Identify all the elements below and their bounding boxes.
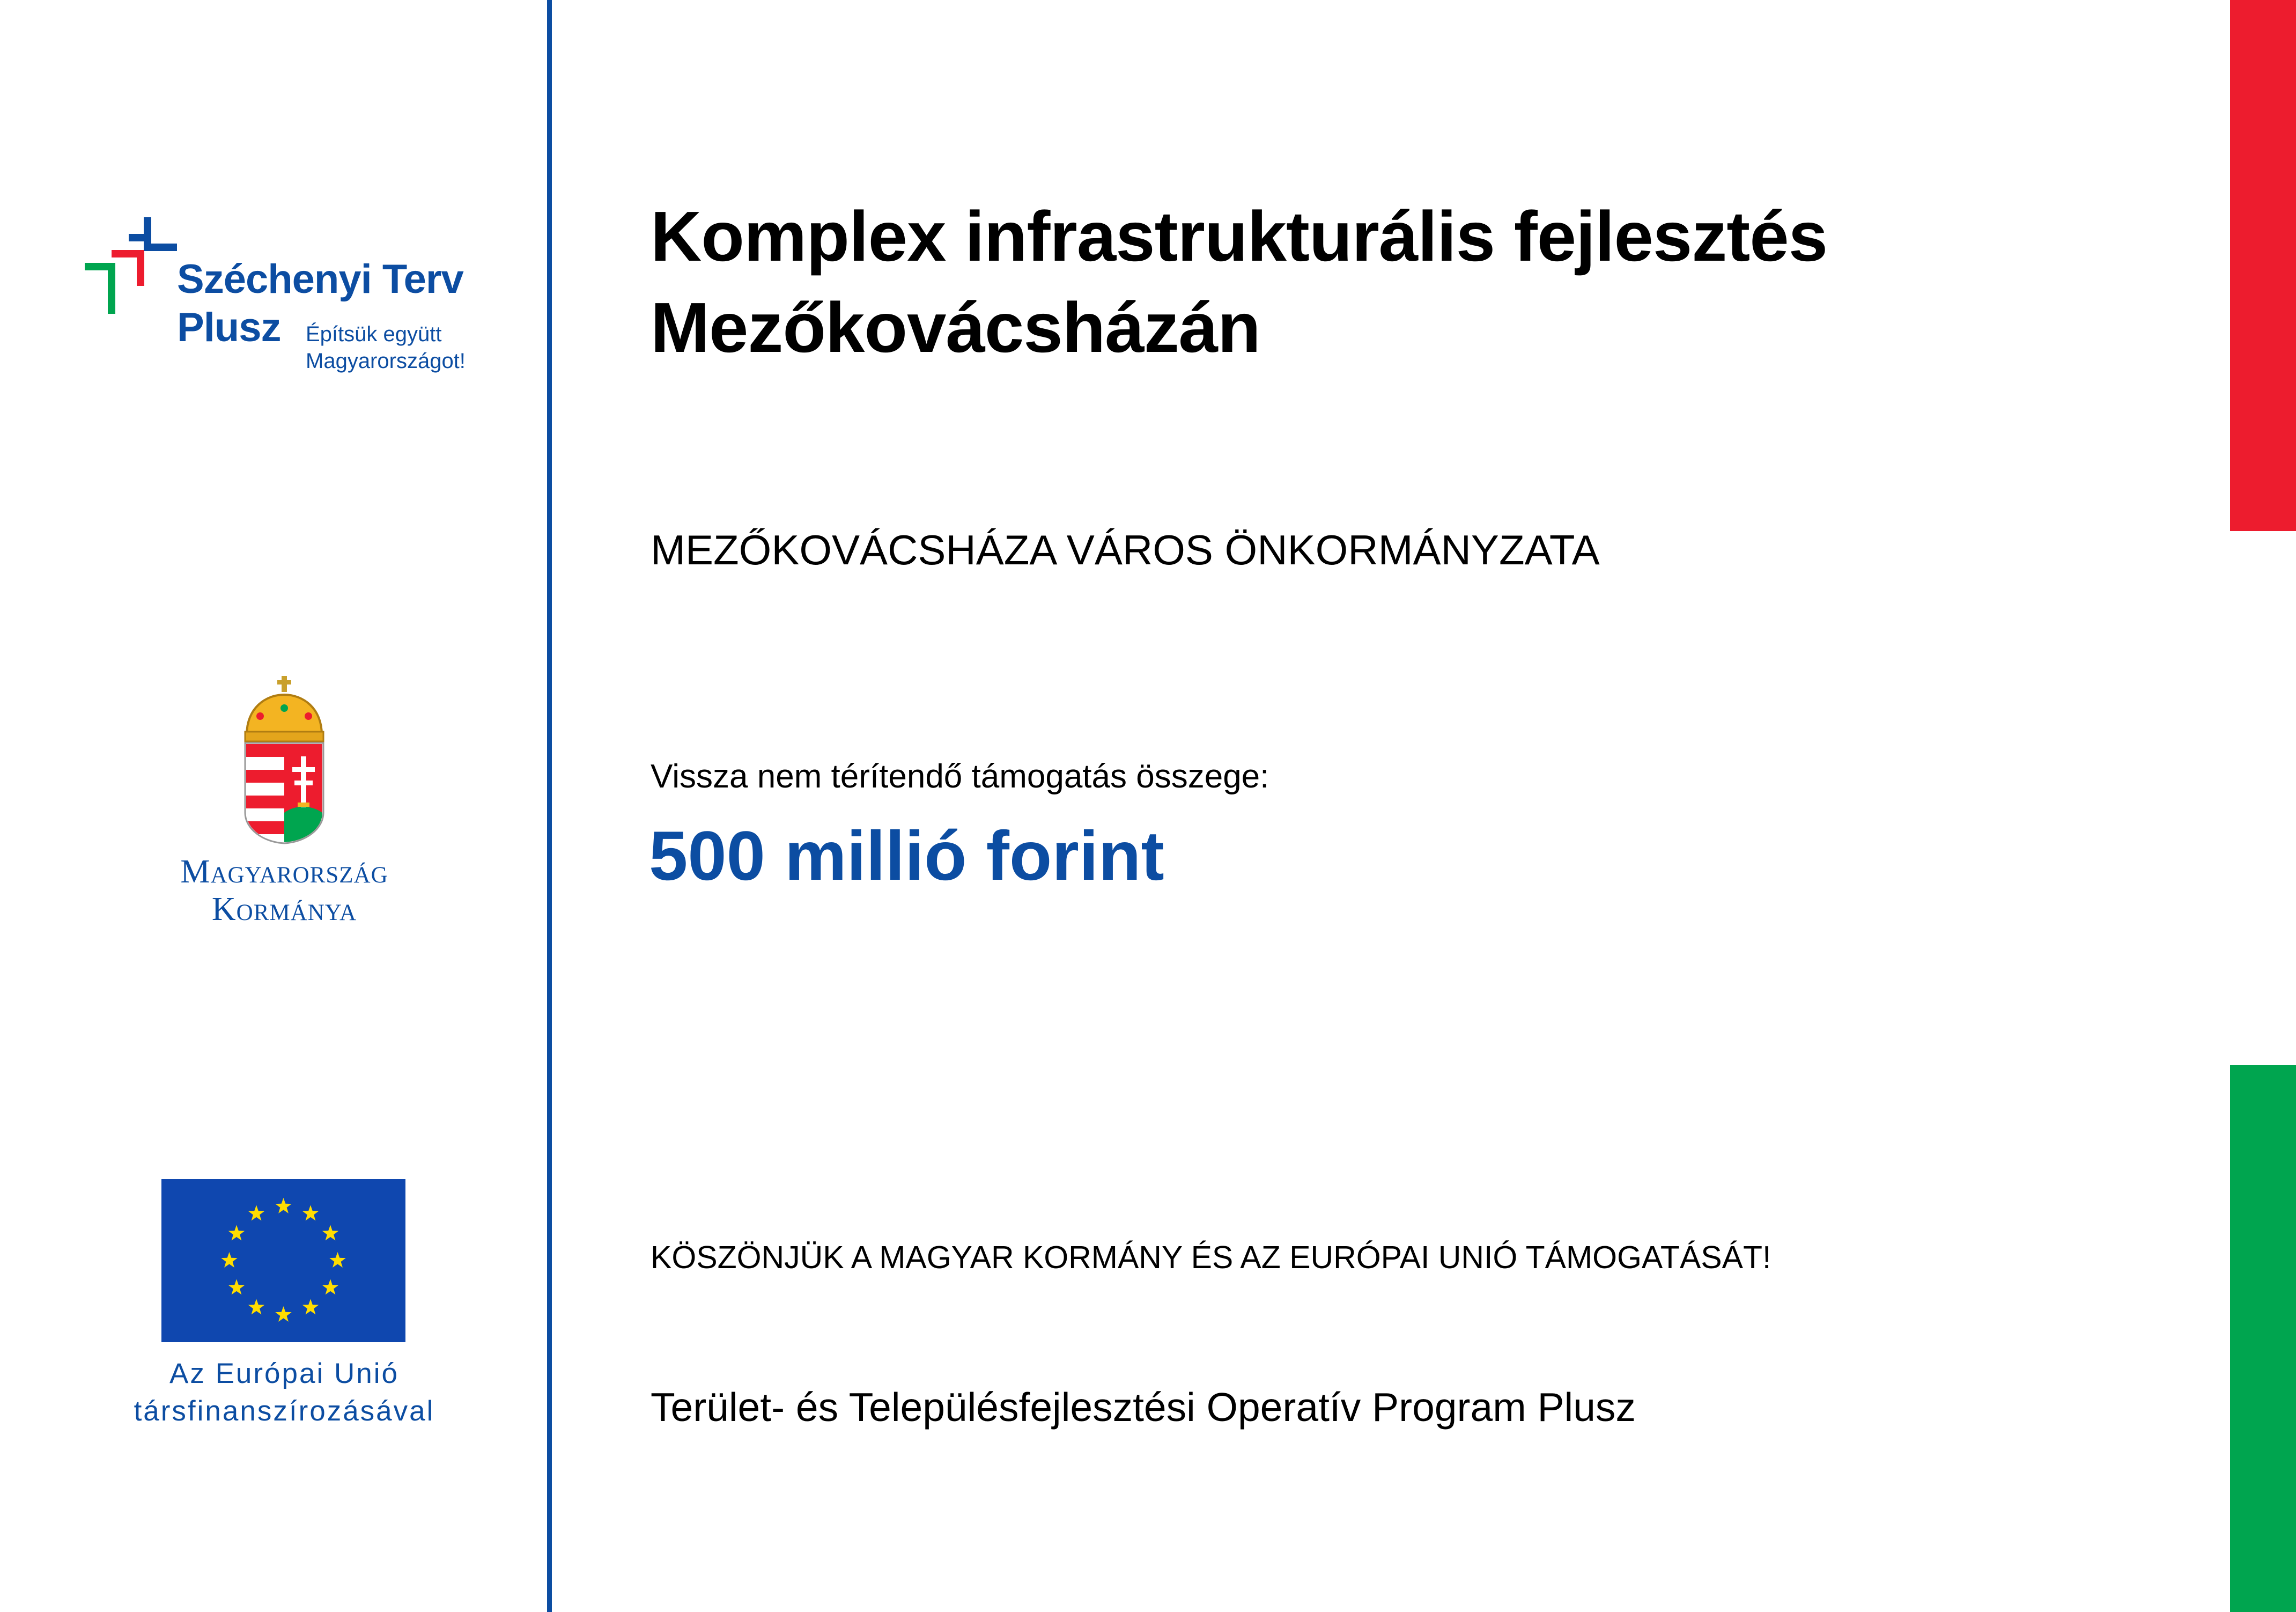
project-title-line2: Mezőkovácsházán [651, 288, 1260, 367]
szechenyi-logo-slogan-line1: Építsük együtt [306, 322, 442, 346]
szechenyi-logo-name-line2: Plusz [177, 305, 281, 350]
flag-stripe-green [2230, 1065, 2296, 1612]
szechenyi-logo-slogan-line2: Magyarországot! [306, 349, 466, 373]
acknowledgement-text: KÖSZÖNJÜK A MAGYAR KORMÁNY ÉS AZ EURÓPAI UNIÓ TÁMOGATÁSÁT! [651, 1240, 1771, 1275]
eu-flag-icon [161, 1179, 405, 1342]
eu-logo-text-line2: társfinanszírozásával [134, 1395, 435, 1427]
vertical-divider [547, 0, 552, 1612]
government-logo-name-line1: Magyarország [180, 853, 388, 890]
operative-program-name: Terület- és Településfejlesztési Operatív Program Plusz [651, 1385, 1636, 1430]
eu-logo-text-line1: Az Európai Unió [169, 1358, 399, 1389]
grant-amount-value: 500 millió forint [649, 816, 1164, 895]
hungarian-government-logo [118, 676, 451, 928]
government-logo-name-line2: Kormánya [211, 891, 357, 928]
eu-cofinancing-logo [107, 1177, 461, 1435]
grant-amount-label: Vissza nem térítendő támogatás összege: [651, 758, 1269, 795]
hungarian-coat-of-arms-icon [239, 676, 330, 845]
beneficiary-name: MEZŐKOVÁCSHÁZA VÁROS ÖNKORMÁNYZATA [651, 526, 1600, 573]
szechenyi-logo-name-line1: Széchenyi Terv [177, 256, 463, 302]
szechenyi-terv-plusz-logo [80, 212, 499, 384]
szechenyi-cross-icon [80, 212, 177, 314]
project-title-line1: Komplex infrastrukturális fejlesztés [651, 197, 1828, 276]
flag-stripe-red [2230, 0, 2296, 531]
